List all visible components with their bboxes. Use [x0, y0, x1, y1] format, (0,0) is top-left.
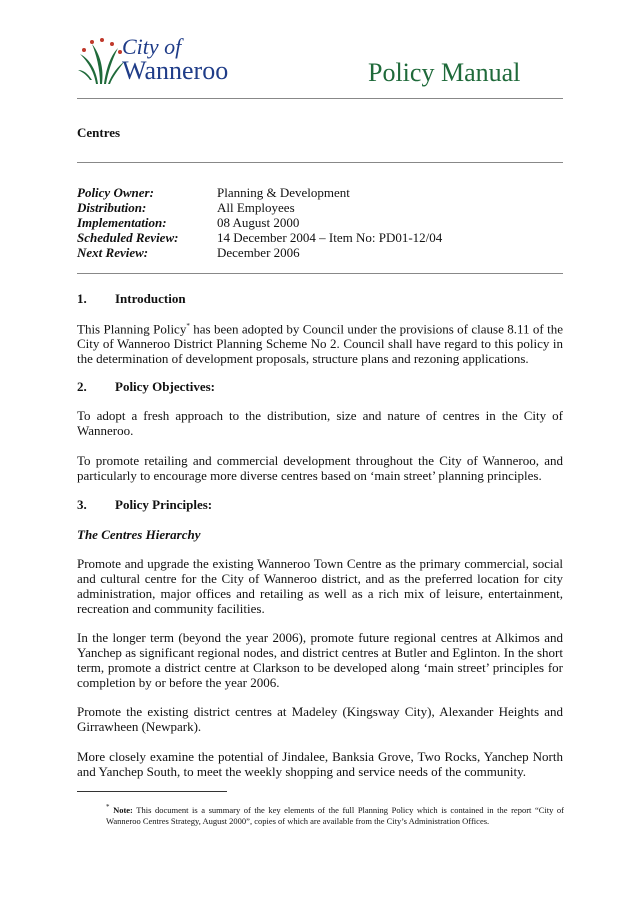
meta-label: Scheduled Review: [77, 230, 179, 245]
intro-paragraph [77, 319, 563, 366]
meta-label: Policy Owner: [77, 185, 154, 200]
logo-text-city: City of [122, 34, 182, 59]
section-heading-introduction [77, 291, 186, 307]
footnote-text: This document is a summary of the key elements of the full Planning Policy which is contained in the report “City of Wanneroo Centres Strategy, August 2000”, copies of which are available from the City’s Administration Offices. [106, 804, 564, 826]
footnote-marker: * [186, 322, 190, 330]
section-heading-objectives [77, 379, 215, 395]
section-number: 3. [77, 497, 87, 512]
section-heading-principles [77, 497, 212, 513]
meta-row-policy-owner [77, 185, 557, 201]
principle-paragraph-3: Promote the existing district centres at Madeley (Kingsway City), Alexander Heights and Girrawheen (Newpark). [77, 704, 563, 734]
meta-row-scheduled-review [77, 230, 557, 246]
intro-text-start: This Planning Policy [77, 321, 187, 337]
footnote-marker: * [106, 803, 110, 811]
meta-value: Planning & Development [217, 185, 350, 200]
objective-paragraph-2: To promote retailing and commercial development throughout the City of Wanneroo, and particularly to encourage more diverse centres based on ‘main street’ planning principles. [77, 453, 563, 483]
meta-value: 14 December 2004 – Item No: PD01-12/04 [217, 230, 443, 245]
meta-divider [77, 273, 563, 274]
subheading-centres-hierarchy: The Centres Hierarchy [77, 527, 201, 542]
manual-title: Policy Manual [368, 58, 521, 87]
section-title: Policy Principles: [115, 497, 213, 512]
meta-value: December 2006 [217, 245, 300, 260]
section-title: Policy Objectives: [115, 379, 215, 394]
title-divider [77, 162, 563, 163]
meta-label: Next Review: [77, 245, 149, 260]
section-number: 2. [77, 379, 87, 394]
section-number: 1. [77, 291, 87, 306]
principle-paragraph-1: Promote and upgrade the existing Wanneroo Town Centre as the primary commercial, social and cultural centre for the City of Wanneroo district, and as the preferred location for city administration, major offices and retailing as well as a rich mix of leisure, entertainment, recreation and community facilities. [77, 556, 563, 616]
meta-row-distribution [77, 200, 557, 216]
meta-row-implementation [77, 215, 557, 231]
intro-text-rest: has been adopted by Council under the provisions of clause 8.11 of the City of Wanneroo District Planning Scheme No 2. Council shall have regard to this policy in the determination of development proposals, structure plans and rezoning applications. [77, 321, 563, 367]
header-divider [77, 98, 563, 99]
principle-paragraph-2: In the longer term (beyond the year 2006), promote future regional centres at Alkimos and Yanchep as significant regional nodes, and district centres at Butler and Eglinton. In the short term, promote a district centre at Clarkson to be developed along ‘main street’ principles for completion by or before the year 2006. [77, 630, 563, 690]
principle-paragraph-4: More closely examine the potential of Jindalee, Banksia Grove, Two Rocks, Yanchep North and Yanchep South, to meet the weekly shopping and service needs of the community. [77, 749, 563, 779]
logo-text-wanneroo: Wanneroo [122, 56, 229, 85]
section-title: Introduction [115, 291, 186, 306]
objective-paragraph-1: To adopt a fresh approach to the distribution, size and nature of centres in the City of Wanneroo. [77, 408, 563, 438]
footnote-label: Note: [113, 804, 133, 815]
footnote [106, 802, 564, 827]
meta-value: 08 August 2000 [217, 215, 300, 230]
meta-label: Implementation: [77, 215, 167, 230]
meta-label: Distribution: [77, 200, 147, 215]
footnote-divider [77, 791, 227, 792]
document-title: Centres [77, 125, 121, 140]
meta-row-next-review [77, 245, 557, 261]
meta-value: All Employees [217, 200, 295, 215]
